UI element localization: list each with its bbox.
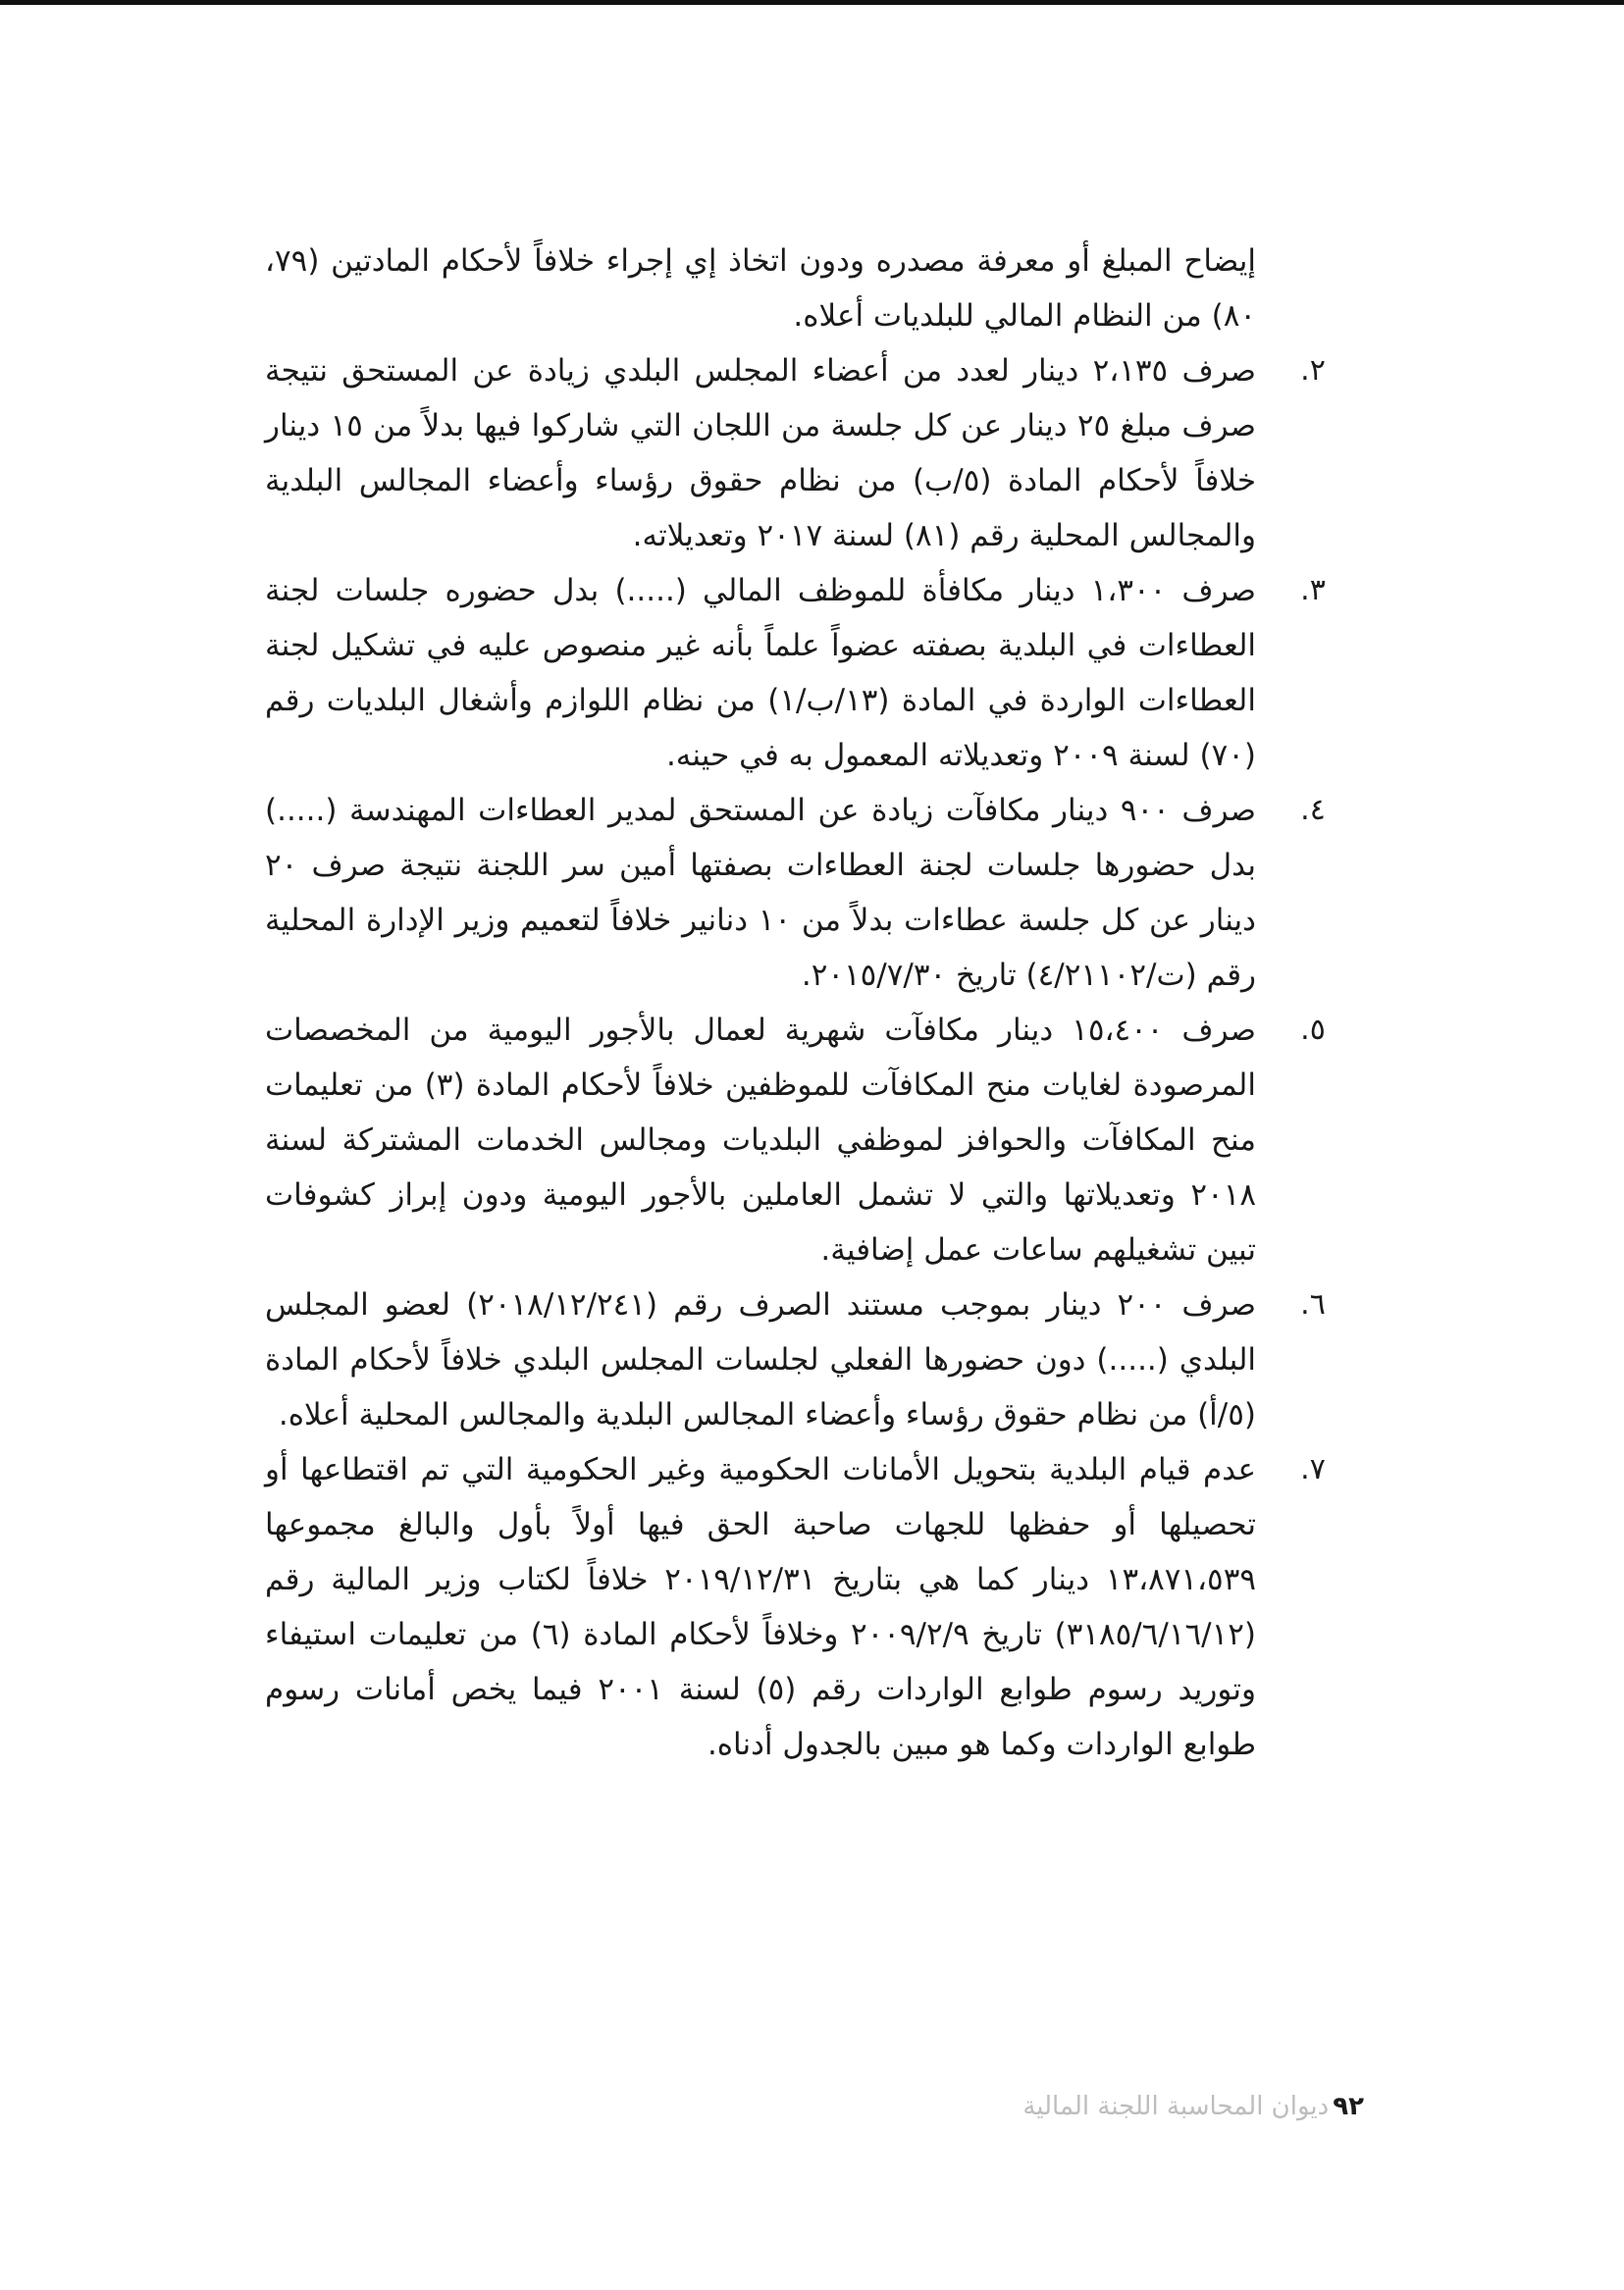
finding-item-6: [265, 1277, 1335, 1442]
finding-number: ٦.: [1300, 1287, 1326, 1322]
finding-text: صرف ١،٣٠٠ دينار مكافأة للموظف المالي (.....) بدل حضوره جلسات لجنة العطاءات في البلدية بصفته عضواً علماً بأنه غير منصوص عليه في تشكيل لجنة العطاءات الواردة في المادة (١٣/ب/١) من نظام اللوازم وأشغال البلديات رقم (٧٠) لسنة ٢٠٠٩ وتعديلاته المعمول به في حينه.: [265, 573, 1256, 773]
finding-number: ٤.: [1300, 793, 1326, 827]
page-footer: [805, 2092, 1364, 2121]
finding-item-2: [265, 343, 1335, 563]
finding-item-4: [265, 783, 1335, 1003]
finding-text: عدم قيام البلدية بتحويل الأمانات الحكومية وغير الحكومية التي تم اقتطاعها أو تحصيلها أو حفظها للجهات صاحبة الحق فيها أولاً بأول والبالغ مجموعها ١٣،٨٧١،٥٣٩ دينار كما هي بتاريخ ٢٠١٩/١٢/٣١ خلافاً لكتاب وزير المالية رقم (٣١٨٥/٦/١٦/١٢) تاريخ ٢٠٠٩/٢/٩ وخلافاً لأحكام المادة (٦) من تعليمات استيفاء وتوريد رسوم طوابع الواردات رقم (٥) لسنة ٢٠٠١ فيما يخص أمانات رسوم طوابع الواردات وكما هو مبين بالجدول أدناه.: [265, 1452, 1257, 1762]
finding-item-7: [265, 1442, 1335, 1772]
finding-item-3: [265, 563, 1335, 783]
finding-number: ٢.: [1300, 353, 1326, 388]
scan-top-edge: [0, 0, 1624, 5]
findings-list: [265, 343, 1335, 1772]
footer-title: ديوان المحاسبة اللجنة المالية: [1022, 2092, 1330, 2121]
finding-number: ٥.: [1300, 1013, 1326, 1047]
finding-number: ٧.: [1300, 1452, 1326, 1486]
page-number: ٩٢: [1333, 2092, 1364, 2121]
finding-item-5: [265, 1003, 1335, 1277]
finding-number: ٣.: [1300, 573, 1326, 607]
finding-text: صرف ١٥،٤٠٠ دينار مكافآت شهرية لعمال بالأجور اليومية من المخصصات المرصودة لغايات منح المكافآت للموظفين خلافاً لأحكام المادة (٣) من تعليمات منح المكافآت والحوافز لموظفي البلديات ومجالس الخدمات المشتركة لسنة ٢٠١٨ وتعديلاتها والتي لا تشمل العاملين بالأجور اليومية ودون إبراز كشوفات تبين تشغيلهم ساعات عمل إضافية.: [265, 1013, 1256, 1268]
finding-text: صرف ٢،١٣٥ دينار لعدد من أعضاء المجلس البلدي زيادة عن المستحق نتيجة صرف مبلغ ٢٥ دينار عن كل جلسة من اللجان التي شاركوا فيها بدلاً من ١٥ دينار خلافاً لأحكام المادة (٥/ب) من نظام حقوق رؤساء وأعضاء المجالس البلدية والمجالس المحلية رقم (٨١) لسنة ٢٠١٧ وتعديلاته.: [265, 353, 1257, 553]
finding-text: صرف ٢٠٠ دينار بموجب مستند الصرف رقم (٢٠١٨/١٢/٢٤١) لعضو المجلس البلدي (.....) دون حضورها الفعلي لجلسات المجلس البلدي خلافاً لأحكام المادة (٥/أ) من نظام حقوق رؤساء وأعضاء المجالس البلدية والمجالس المحلية أعلاه.: [265, 1287, 1256, 1432]
document-page: [265, 234, 1335, 1772]
lead-paragraph: إيضاح المبلغ أو معرفة مصدره ودون اتخاذ إي إجراء خلافاً لأحكام المادتين (٧٩، ٨٠) من النظام المالي للبلديات أعلاه.: [265, 243, 1256, 334]
finding-text: صرف ٩٠٠ دينار مكافآت زيادة عن المستحق لمدير العطاءات المهندسة (.....) بدل حضورها جلسات لجنة العطاءات بصفتها أمين سر اللجنة نتيجة صرف ٢٠ دينار عن كل جلسة عطاءات بدلاً من ١٠ دنانير خلافاً لتعميم وزير الإدارة المحلية رقم (ت/٤/٢١١٠٢) تاريخ ٢٠١٥/٧/٣٠.: [265, 793, 1256, 993]
